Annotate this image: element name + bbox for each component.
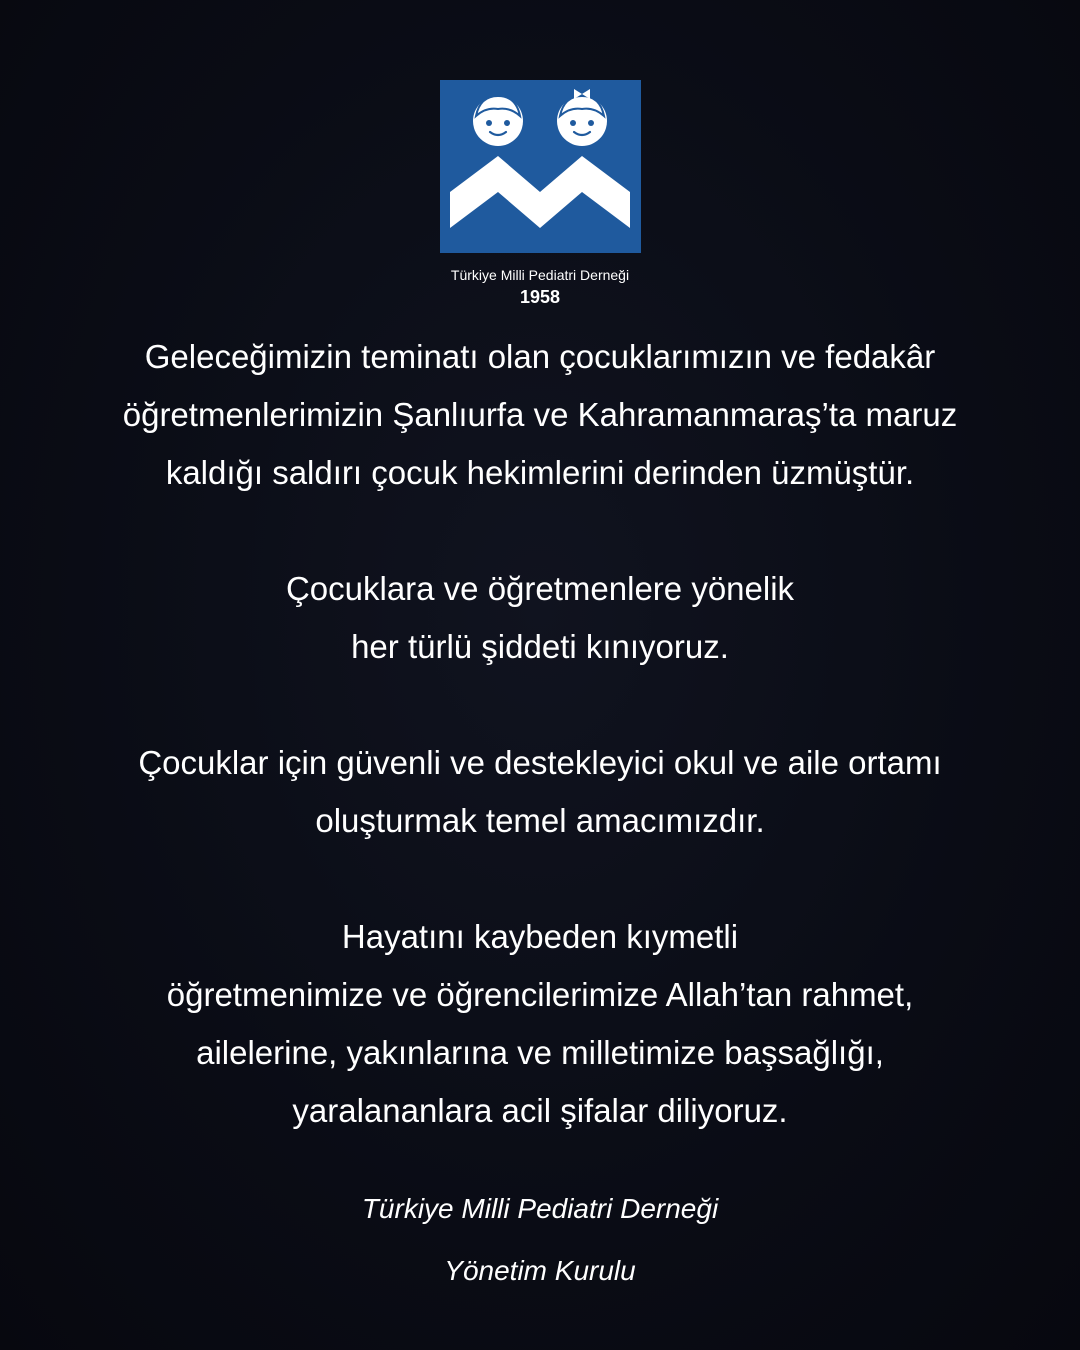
logo-organization-name: Türkiye Milli Pediatri Derneği [450, 267, 630, 283]
signature [40, 1193, 1040, 1317]
signature-organization: Türkiye Milli Pediatri Derneği [361, 1193, 719, 1224]
message-line: Çocuklar için güvenli ve destekleyici okul ve aile ortamı [138, 744, 942, 781]
message-line: oluşturmak temel amacımızdır. [315, 802, 765, 839]
message-paragraph [40, 328, 1040, 502]
message-line: Çocuklara ve öğretmenlere yönelik [285, 570, 795, 607]
condolence-message [40, 328, 1040, 1198]
association-logo [0, 80, 1080, 308]
message-line: kaldığı saldırı çocuk hekimlerini derinden üzmüştür. [165, 454, 915, 491]
message-line: ailelerine, yakınlarına ve milletimize başsağlığı, [196, 1034, 884, 1071]
logo-founding-year: 1958 [519, 287, 561, 307]
message-line: yaralananlara acil şifalar diliyoruz. [292, 1092, 788, 1129]
message-paragraph [40, 734, 1040, 850]
message-line: öğretmenlerimizin Şanlıurfa ve Kahramanmaraş’ta maruz [122, 396, 958, 433]
message-paragraph [40, 560, 1040, 676]
children-logo-icon [440, 80, 641, 253]
message-line: Hayatını kaybeden kıymetli [341, 918, 739, 955]
message-line: Geleceğimizin teminatı olan çocuklarımızın ve fedakâr [144, 338, 936, 375]
signature-board: Yönetim Kurulu [444, 1255, 636, 1286]
message-line: öğretmenimize ve öğrencilerimize Allah’tan rahmet, [166, 976, 914, 1013]
message-paragraph [40, 908, 1040, 1140]
message-line: her türlü şiddeti kınıyoruz. [351, 628, 729, 665]
